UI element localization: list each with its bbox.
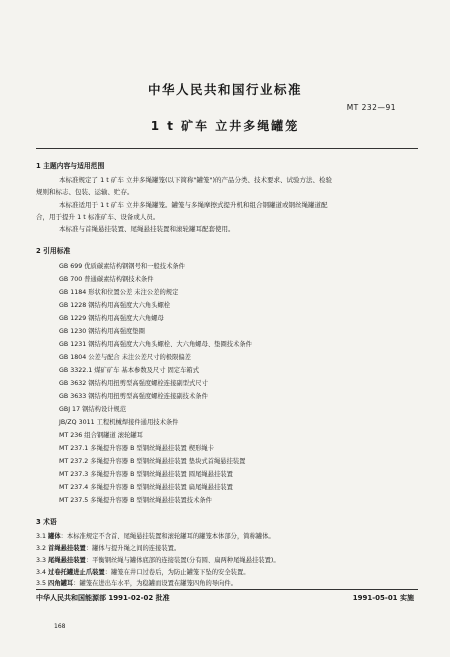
term-item [36,555,280,564]
reference-item: GB 3633 钢结构用扭剪型高强度螺栓连接副技术条件 [59,393,208,400]
section-3-heading: 3 术语 [36,518,57,526]
reference-item: MT 236 组合钢罐道 滚轮罐耳 [59,432,143,439]
issued-by: 中华人民共和国能源部 1991-02-02 批准 [36,594,170,602]
term-name: 过卷托罐进止爪装置 [48,569,105,576]
reference-item: GB 700 普通碳素结构钢技术条件 [59,276,154,283]
term-number: 3.3 [36,557,47,564]
standard-code: MT 232—91 [346,103,396,112]
term-number: 3.2 [36,545,47,552]
term-item [36,567,250,576]
term-name: 罐体 [48,533,61,540]
reference-item: JB/ZQ 3011 工程机械焊接件通用技术条件 [59,419,179,426]
term-definition: ：罐笼在井口过卷后，为防止罐笼下坠的安全装置。 [104,569,250,576]
reference-item: GB 3322.1 煤矿矿车 基本参数及尺寸 固定车箱式 [59,367,199,374]
section-1-para-2a: 本标准适用于 1 t 矿车 立井多绳罐笼。罐笼与多绳摩擦式提升机和组合钢罐道或钢丝绳罐道配 [59,201,328,209]
reference-item: GB 3632 钢结构用扭剪型高强度螺栓连接副型式尺寸 [59,380,208,387]
reference-item: MT 237.4 多绳提升容器 B 型钢丝绳悬挂装置 扁尾绳悬挂装置 [59,484,233,491]
reference-item: MT 237.5 多绳提升容器 B 型钢丝绳悬挂装置技术条件 [59,497,212,504]
section-2-heading: 2 引用标准 [36,247,71,255]
term-name: 四角罐耳 [48,580,74,587]
section-1-para-1b: 规则和标志、包装、运输、贮存。 [36,188,134,196]
page-number: 168 [54,623,66,630]
standard-title: 中华人民共和国行业标准 [147,82,302,97]
term-definition: ：本标准规定不含首、尾绳悬挂装置和滚轮罐耳的罐笼本体部分，简称罐体。 [60,533,275,540]
reference-item: MT 237.3 多绳提升容器 B 型钢丝绳悬挂装置 圆尾绳悬挂装置 [59,471,233,478]
reference-item: GB 1231 钢结构用高强度大六角头螺栓、大六角螺母、垫圈技术条件 [59,341,252,348]
reference-item: GB 1228 钢结构用高强度大六角头螺栓 [59,302,171,309]
reference-item: GB 1230 钢结构用高强度垫圈 [59,328,145,335]
section-1-heading: 1 主题内容与适用范围 [36,162,105,170]
bottom-divider [36,589,418,590]
reference-item: GBJ 17 钢结构设计规范 [59,406,127,413]
term-number: 3.5 [36,580,47,587]
term-name: 尾绳悬挂装置 [48,557,86,564]
reference-item: GB 1184 形状和位置公差 未注公差的规定 [59,289,179,296]
reference-item: MT 237.2 多绳提升容器 B 型钢丝绳悬挂装置 垫块式首绳悬挂装置 [59,458,246,465]
reference-item: GB 699 优质碳素结构钢钢号和一般技术条件 [59,263,185,270]
term-item [36,578,237,587]
reference-item: MT 237.1 多绳提升容器 B 型钢丝绳悬挂装置 楔形绳卡 [59,445,214,452]
term-item [36,531,275,540]
term-definition: ：罐笼在进出车水平，为稳罐而设置在罐笼四角的导向件。 [73,580,237,587]
section-1-para-2b: 合，用于提升 1 t 标准矿车、设备或人员。 [36,213,160,221]
reference-item: GB 1804 公差与配合 未注公差尺寸的极限偏差 [59,354,191,361]
term-item [36,543,180,552]
section-1-para-1a: 本标准规定了 1 t 矿车 立井多绳罐笼(以下简称"罐笼")的产品分类、技术要求、试验方法、检验 [59,176,332,184]
term-definition: ：平衡钢丝绳与罐体底部的连接装置(分有圆、扁两种尾绳悬挂装置)。 [85,557,280,564]
top-divider [36,148,418,149]
document-title: 1 t 矿车 立井多绳罐笼 [150,119,300,133]
reference-item: GB 1229 钢结构用高强度大六角螺母 [59,315,164,322]
term-definition: ：罐体与提升绳之间的连接装置。 [85,545,181,552]
term-number: 3.4 [36,569,47,576]
term-number: 3.1 [36,533,47,540]
section-1-para-3: 本标准与首绳悬挂装置、尾绳悬挂装置和滚轮罐耳配套使用。 [59,225,235,233]
term-name: 首绳悬挂装置 [48,545,86,552]
effective-date: 1991-05-01 实施 [352,594,414,602]
